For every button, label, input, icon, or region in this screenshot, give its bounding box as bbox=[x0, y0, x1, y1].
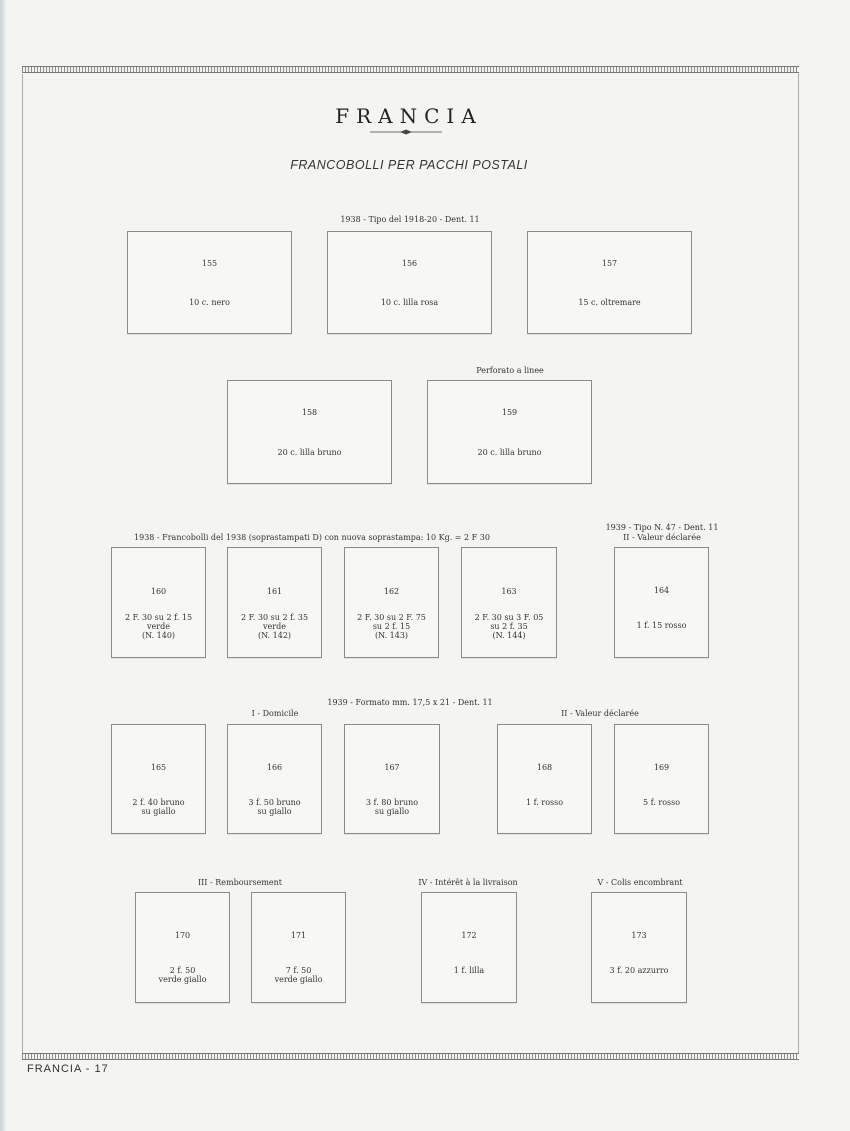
stamp-slot bbox=[111, 724, 206, 834]
stamp-description: 2 f. 40 bruno su giallo bbox=[132, 798, 185, 816]
stamp-description: 20 c. lilla bruno bbox=[477, 448, 542, 457]
stamp-description: 1 f. rosso bbox=[525, 798, 564, 807]
stamp-slot bbox=[251, 892, 346, 1003]
stamp-number: 172 bbox=[461, 931, 477, 940]
stamp-number: 171 bbox=[290, 931, 307, 940]
top-border-rule bbox=[22, 66, 799, 73]
stamp-slot bbox=[135, 892, 230, 1003]
section-header-domicile: I - Domicile bbox=[251, 709, 299, 718]
stamp-number: 156 bbox=[401, 259, 418, 268]
stamp-slot bbox=[227, 547, 322, 658]
page-subtitle: FRANCOBOLLI PER PACCHI POSTALI bbox=[290, 158, 528, 172]
stamp-description: 2 f. 50 verde giallo bbox=[158, 966, 207, 984]
stamp-number: 159 bbox=[501, 408, 518, 417]
section-header-interet: IV - Intérêt à la livraison bbox=[418, 878, 518, 887]
page-footer: FRANCIA - 17 bbox=[27, 1063, 109, 1075]
stamp-number: 162 bbox=[383, 587, 400, 596]
stamp-number: 161 bbox=[266, 587, 283, 596]
stamp-number: 170 bbox=[174, 931, 191, 940]
stamp-description: 3 f. 50 bruno su giallo bbox=[248, 798, 301, 816]
stamp-number: 169 bbox=[653, 763, 670, 772]
stamp-number: 167 bbox=[384, 763, 400, 772]
section-header-valeur-1: II - Valeur déclarée bbox=[623, 533, 701, 542]
stamp-description: 10 c. lilla rosa bbox=[380, 298, 439, 307]
stamp-number: 158 bbox=[301, 408, 318, 417]
stamp-number: 173 bbox=[631, 931, 647, 940]
stamp-slot bbox=[461, 547, 557, 658]
page-title: FRANCIA bbox=[335, 104, 483, 128]
stamp-slot bbox=[591, 892, 687, 1003]
stamp-number: 163 bbox=[501, 587, 517, 596]
stamp-number: 166 bbox=[266, 763, 283, 772]
stamp-slot bbox=[527, 231, 692, 334]
stamp-slot bbox=[327, 231, 492, 334]
stamp-description: 15 c. oltremare bbox=[578, 298, 641, 307]
stamp-number: 164 bbox=[653, 586, 670, 595]
bottom-border-rule bbox=[22, 1053, 799, 1060]
stamp-number: 155 bbox=[201, 259, 218, 268]
left-border-line bbox=[22, 74, 23, 1053]
stamp-slot bbox=[344, 724, 440, 834]
section-header-valeur-2: II - Valeur déclarée bbox=[561, 709, 639, 718]
stamp-number: 168 bbox=[536, 763, 553, 772]
stamp-slot bbox=[227, 380, 392, 484]
stamp-description: 5 f. rosso bbox=[642, 798, 681, 807]
stamp-description: 7 f. 50 verde giallo bbox=[274, 966, 323, 984]
stamp-description: 1 f. lilla bbox=[453, 966, 485, 975]
stamp-slot bbox=[427, 380, 592, 484]
stamp-description: 2 F. 30 su 3 F. 05 su 2 f. 35 (N. 144) bbox=[474, 613, 544, 640]
stamp-slot bbox=[421, 892, 517, 1003]
section-header-colis: V - Colis encombrant bbox=[597, 878, 683, 887]
stamp-slot bbox=[127, 231, 292, 334]
stamp-slot bbox=[614, 547, 709, 658]
section-header-perforato: Perforato a linee bbox=[476, 366, 544, 375]
stamp-slot bbox=[344, 547, 439, 658]
stamp-slot bbox=[614, 724, 709, 834]
section-header-1938-surcharge: 1938 - Francobolli del 1938 (soprastampati D) con nuova soprastampa: 10 Kg. = 2 F 30 bbox=[134, 533, 490, 542]
section-header-remboursement: III - Remboursement bbox=[197, 878, 283, 887]
section-header-1939-tipo: 1939 - Tipo N. 47 - Dent. 11 bbox=[605, 523, 719, 532]
stamp-description: 2 F. 30 su 2 F. 75 su 2 f. 15 (N. 143) bbox=[357, 613, 426, 640]
section-header-1938: 1938 - Tipo del 1918-20 - Dent. 11 bbox=[340, 215, 480, 224]
stamp-description: 3 f. 20 azzurro bbox=[609, 966, 669, 975]
stamp-description: 20 c. lilla bruno bbox=[277, 448, 342, 457]
stamp-description: 1 f. 15 rosso bbox=[636, 621, 687, 630]
title-ornament bbox=[370, 129, 442, 135]
stamp-slot bbox=[111, 547, 206, 658]
stamp-slot bbox=[227, 724, 322, 834]
stamp-description: 3 f. 80 bruno su giallo bbox=[365, 798, 419, 816]
section-header-1939-formato: 1939 - Formato mm. 17,5 x 21 - Dent. 11 bbox=[327, 698, 493, 707]
stamp-description: 10 c. nero bbox=[189, 298, 230, 307]
stamp-number: 157 bbox=[601, 259, 618, 268]
stamp-number: 160 bbox=[150, 587, 167, 596]
stamp-description: 2 F. 30 su 2 f. 35 verde (N. 142) bbox=[240, 613, 309, 640]
stamp-number: 165 bbox=[150, 763, 167, 772]
right-border-line bbox=[798, 74, 799, 1053]
stamp-description: 2 F. 30 su 2 f. 15 verde (N. 140) bbox=[124, 613, 193, 640]
stamp-slot bbox=[497, 724, 592, 834]
